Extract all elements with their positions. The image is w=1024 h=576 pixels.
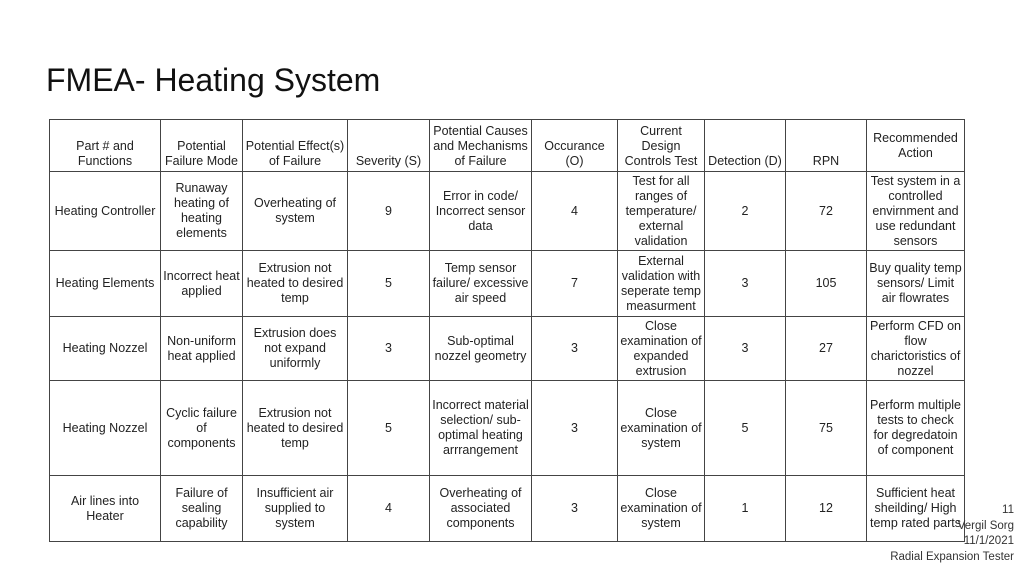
cell-severity: 9: [348, 172, 430, 251]
fmea-table: [49, 119, 965, 542]
header-design-controls: Current Design Controls Test: [618, 120, 705, 172]
cell-recommended-action: Sufficient heat sheilding/ High temp rated parts: [867, 476, 965, 542]
cell-failure-mode: Cyclic failure of components: [161, 381, 243, 476]
cell-occurance: 3: [532, 317, 618, 381]
cell-detection: 1: [705, 476, 786, 542]
cell-occurance: 3: [532, 476, 618, 542]
cell-severity: 3: [348, 317, 430, 381]
cell-cause: Incorrect material selection/ sub-optimal heating arrrangement: [430, 381, 532, 476]
cell-detection: 3: [705, 251, 786, 317]
footer-author: Vergil Sorg: [957, 519, 1014, 532]
cell-part: Heating Controller: [50, 172, 161, 251]
cell-occurance: 3: [532, 381, 618, 476]
header-severity: Severity (S): [348, 120, 430, 172]
header-detection: Detection (D): [705, 120, 786, 172]
cell-severity: 5: [348, 381, 430, 476]
cell-design-control: External validation with seperate temp measurment: [618, 251, 705, 317]
cell-failure-mode: Runaway heating of heating elements: [161, 172, 243, 251]
cell-effect: Extrusion not heated to desired temp: [243, 251, 348, 317]
cell-rpn: 105: [786, 251, 867, 317]
cell-effect: Insufficient air supplied to system: [243, 476, 348, 542]
cell-part: Heating Nozzel: [50, 381, 161, 476]
cell-rpn: 72: [786, 172, 867, 251]
header-causes: Potential Causes and Mechanisms of Failure: [430, 120, 532, 172]
table-row: [50, 251, 965, 317]
cell-detection: 2: [705, 172, 786, 251]
cell-part: Heating Elements: [50, 251, 161, 317]
cell-failure-mode: Incorrect heat applied: [161, 251, 243, 317]
table-row: [50, 381, 965, 476]
cell-design-control: Close examination of system: [618, 476, 705, 542]
table-header-row: [50, 120, 965, 172]
header-part-functions: Part # and Functions: [50, 120, 161, 172]
cell-recommended-action: Perform multiple tests to check for degredatoin of component: [867, 381, 965, 476]
cell-rpn: 27: [786, 317, 867, 381]
cell-occurance: 7: [532, 251, 618, 317]
cell-cause: Sub-optimal nozzel geometry: [430, 317, 532, 381]
cell-cause: Temp sensor failure/ excessive air speed: [430, 251, 532, 317]
cell-design-control: Test for all ranges of temperature/ external validation: [618, 172, 705, 251]
page-number: 11: [1002, 504, 1014, 516]
cell-part: Air lines into Heater: [50, 476, 161, 542]
cell-effect: Extrusion not heated to desired temp: [243, 381, 348, 476]
footer-project: Radial Expansion Tester: [890, 550, 1014, 563]
header-rpn: RPN: [786, 120, 867, 172]
cell-severity: 5: [348, 251, 430, 317]
cell-cause: Overheating of associated components: [430, 476, 532, 542]
cell-recommended-action: Buy quality temp sensors/ Limit air flowrates: [867, 251, 965, 317]
cell-design-control: Close examination of expanded extrusion: [618, 317, 705, 381]
table-row: [50, 476, 965, 542]
table-row: [50, 317, 965, 381]
cell-detection: 5: [705, 381, 786, 476]
cell-effect: Overheating of system: [243, 172, 348, 251]
table-row: [50, 172, 965, 251]
cell-recommended-action: Test system in a controlled envirnment and use redundant sensors: [867, 172, 965, 251]
header-recommended-action: Recommended Action: [867, 120, 965, 172]
cell-design-control: Close examination of system: [618, 381, 705, 476]
cell-failure-mode: Non-uniform heat applied: [161, 317, 243, 381]
slide-title: FMEA- Heating System: [46, 62, 381, 98]
cell-recommended-action: Perform CFD on flow charictoristics of nozzel: [867, 317, 965, 381]
cell-part: Heating Nozzel: [50, 317, 161, 381]
footer-date: 11/1/2021: [963, 535, 1014, 547]
cell-effect: Extrusion does not expand uniformly: [243, 317, 348, 381]
header-occurance: Occurance (O): [532, 120, 618, 172]
cell-severity: 4: [348, 476, 430, 542]
cell-occurance: 4: [532, 172, 618, 251]
cell-detection: 3: [705, 317, 786, 381]
cell-failure-mode: Failure of sealing capability: [161, 476, 243, 542]
header-failure-mode: Potential Failure Mode: [161, 120, 243, 172]
slide-footer: [890, 503, 1014, 565]
cell-rpn: 75: [786, 381, 867, 476]
cell-cause: Error in code/ Incorrect sensor data: [430, 172, 532, 251]
header-effects: Potential Effect(s) of Failure: [243, 120, 348, 172]
cell-rpn: 12: [786, 476, 867, 542]
